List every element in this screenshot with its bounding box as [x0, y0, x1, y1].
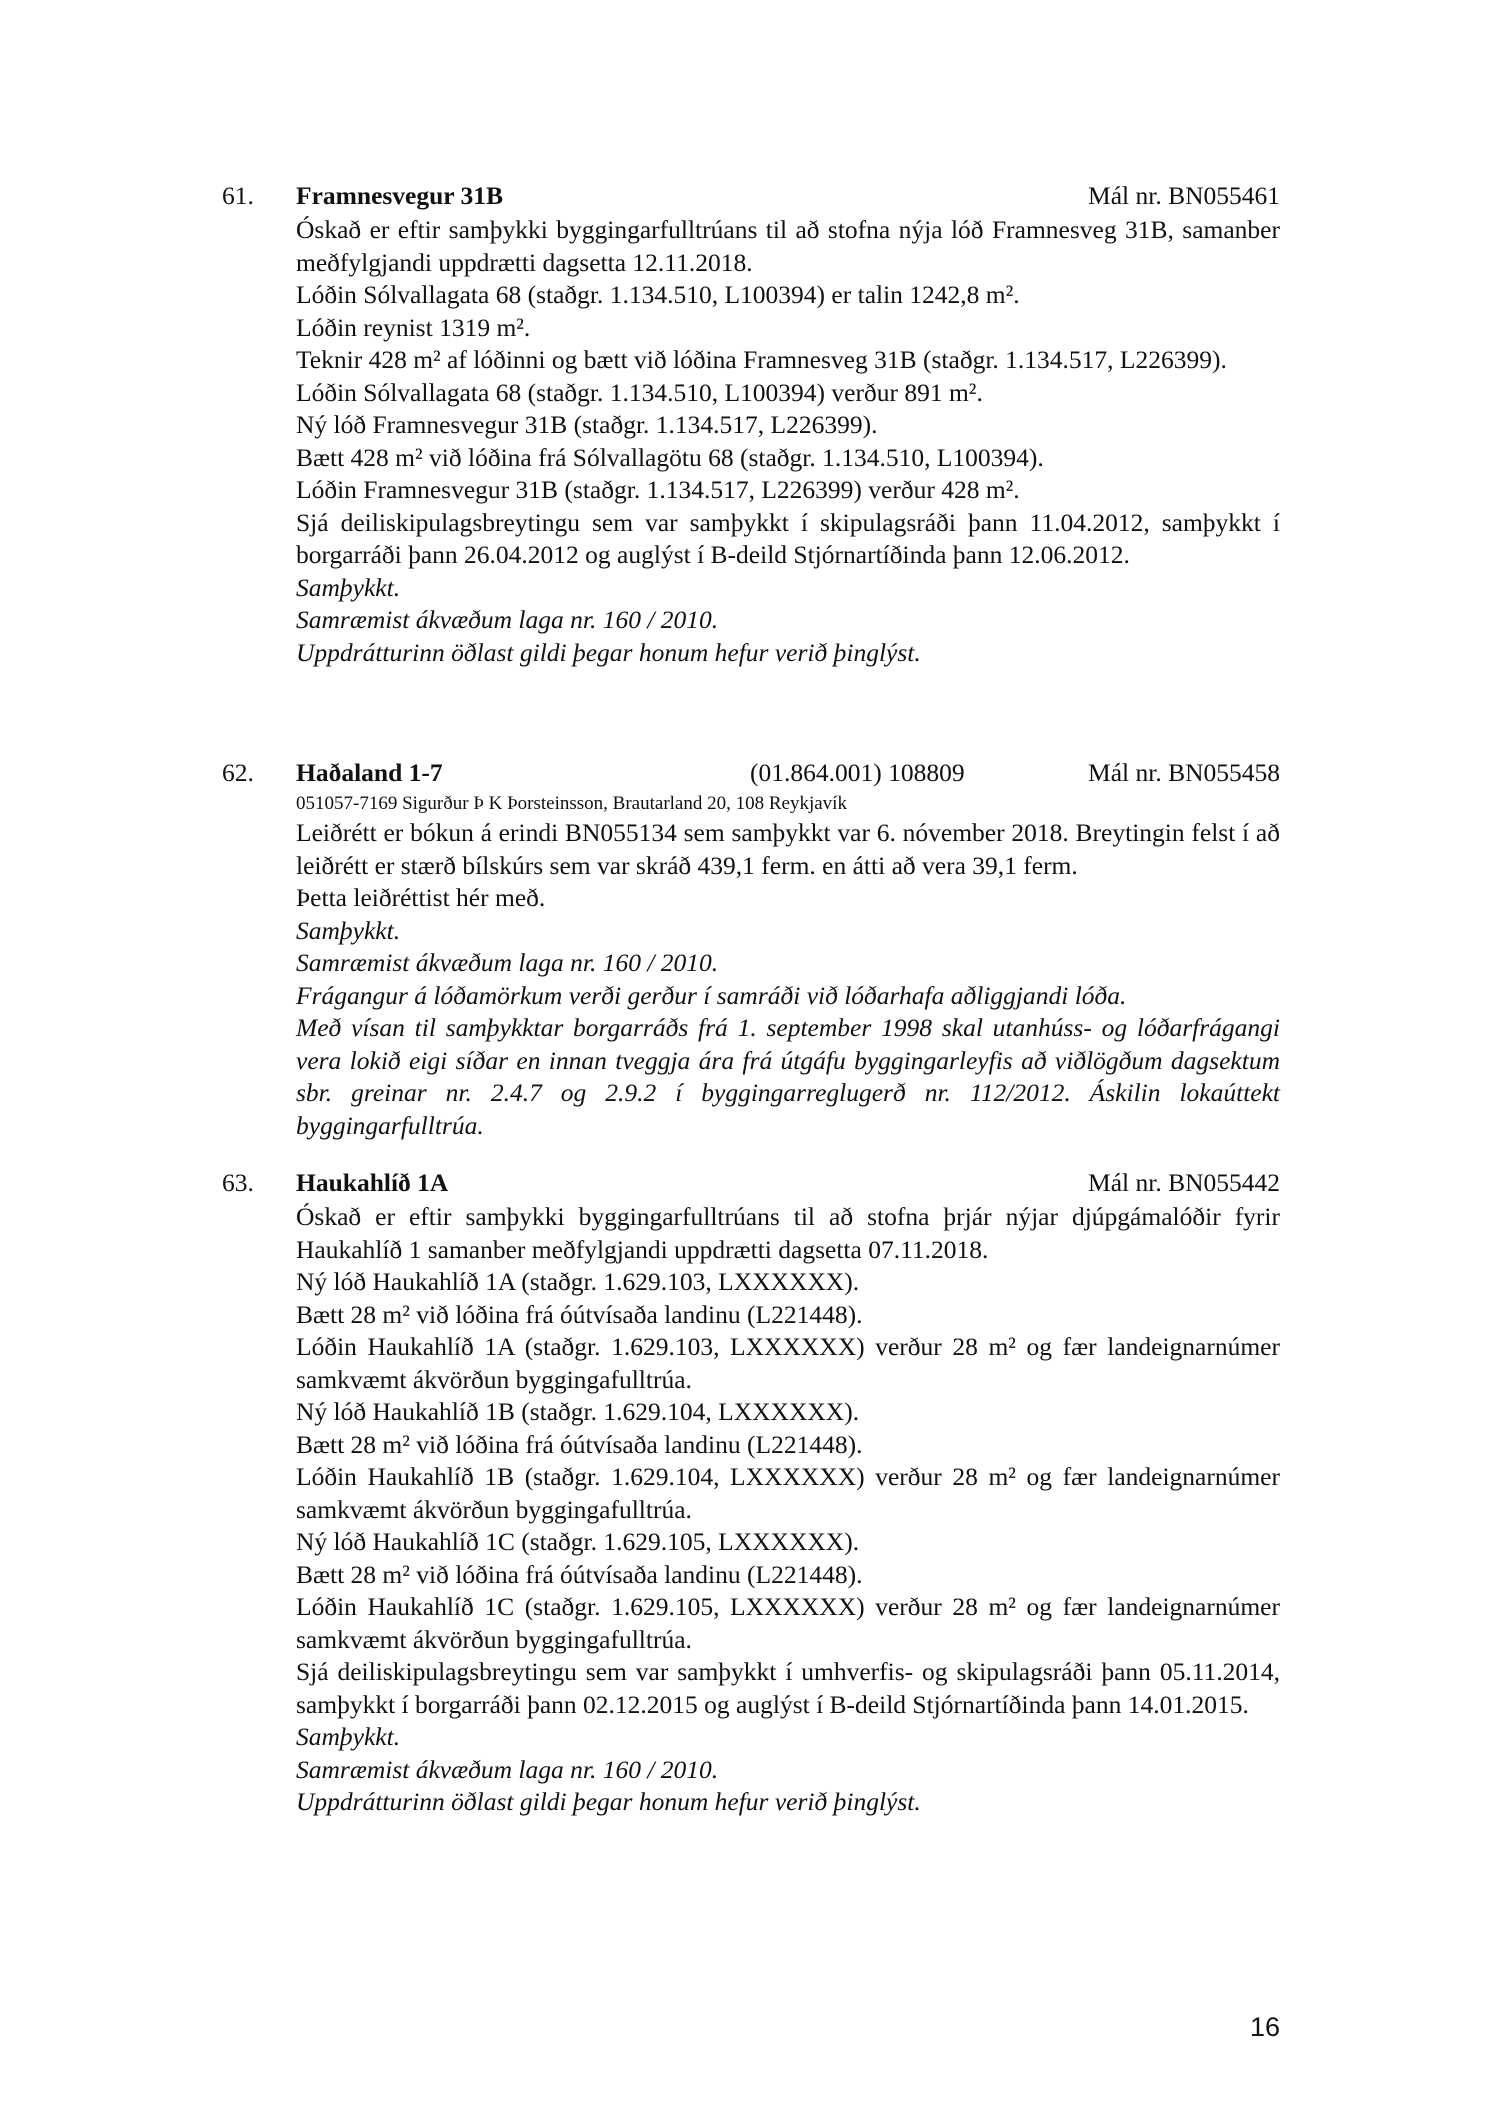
paragraph: Lóðin Haukahlíð 1A (staðgr. 1.629.103, LXXXXXX) verður 28 m² og fær landeignarnúmer samkvæmt ákvörðun byggingafulltrúa.: [296, 1332, 1280, 1394]
decision-line: Frágangur á lóðamörkum verði gerður í samráði við lóðarhafa aðliggjandi lóða.: [296, 980, 1127, 1010]
paragraph: Lóðin Haukahlíð 1C (staðgr. 1.629.105, LXXXXXX) verður 28 m² og fær landeignarnúmer samkvæmt ákvörðun byggingafulltrúa.: [296, 1592, 1280, 1654]
item-body: [296, 214, 1280, 669]
agenda-item-62: [222, 757, 1280, 1142]
item-number: 61.: [222, 181, 254, 210]
item-body: [296, 791, 1280, 1142]
paragraph: Lóðin reynist 1319 m².: [296, 312, 531, 342]
item-header: [222, 757, 1280, 791]
paragraph: Sjá deiliskipulagsbreytingu sem var samþykkt í skipulagsráði þann 11.04.2012, samþykkt í borgarráði þann 26.04.2012 og auglýst í B-deild Stjórnartíðinda þann 12.06.2012.: [296, 507, 1280, 569]
paragraph: Bætt 428 m² við lóðina frá Sólvallagötu 68 (staðgr. 1.134.510, L100394).: [296, 442, 1044, 472]
paragraph: Ný lóð Framnesvegur 31B (staðgr. 1.134.517, L226399).: [296, 410, 878, 439]
decision-line: Samþykkt.: [296, 1722, 401, 1751]
paragraph: Ný lóð Haukahlíð 1B (staðgr. 1.629.104, LXXXXXX).: [296, 1397, 860, 1426]
paragraph: Lóðin Haukahlíð 1B (staðgr. 1.629.104, LXXXXXX) verður 28 m² og fær landeignarnúmer samkvæmt ákvörðun byggingafulltrúa.: [296, 1462, 1280, 1524]
paragraph: Lóðin Framnesvegur 31B (staðgr. 1.134.517, L226399) verður 428 m².: [296, 475, 1020, 504]
item-body: [296, 1201, 1280, 1819]
paragraph: Lóðin Sólvallagata 68 (staðgr. 1.134.510, L100394) er talin 1242,8 m².: [296, 280, 1020, 309]
paragraph: Sjá deiliskipulagsbreytingu sem var samþykkt í umhverfis- og skipulagsráði þann 05.11.2014, samþykkt í borgarráði þann 02.12.2015 og auglýst í B-deild Stjórnartíðinda þann 14.01.2015.: [296, 1657, 1280, 1719]
item-header: [222, 180, 1280, 214]
page-number: 16: [1250, 2012, 1281, 2042]
item-title: Haukahlíð 1A: [296, 1168, 449, 1197]
paragraph: Bætt 28 m² við lóðina frá óútvísaða landinu (L221448).: [296, 1429, 863, 1459]
item-title: Haðaland 1-7: [296, 758, 443, 787]
decision-line: Samþykkt.: [296, 572, 401, 602]
paragraph: Óskað er eftir samþykki byggingarfulltrúans til að stofna nýja lóð Framnesveg 31B, samanber meðfylgjandi uppdrætti dagsetta 12.11.2018.: [296, 215, 1280, 277]
paragraph: Óskað er eftir samþykki byggingarfulltrúans til að stofna þrjár nýjar djúpgámalóðir fyrir Haukahlíð 1 samanber meðfylgjandi uppdrætti dagsetta 07.11.2018.: [296, 1202, 1280, 1264]
decision-line: Uppdrátturinn öðlast gildi þegar honum hefur verið þinglýst.: [296, 637, 921, 667]
decision-line: Samþykkt.: [296, 915, 401, 945]
agenda-item-61: [222, 180, 1280, 669]
applicant: 051057-7169 Sigurður Þ K Þorsteinsson, Brautarland 20, 108 Reykjavík: [296, 793, 847, 814]
item-title: Framnesvegur 31B: [296, 181, 504, 210]
paragraph: Ný lóð Haukahlíð 1A (staðgr. 1.629.103, LXXXXXX).: [296, 1267, 860, 1296]
case-number: Mál nr. BN055461: [1088, 181, 1280, 210]
paragraph: Ný lóð Haukahlíð 1C (staðgr. 1.629.105, LXXXXXX).: [296, 1527, 860, 1556]
decision-line: Samræmist ákvæðum laga nr. 160 / 2010.: [296, 1754, 719, 1784]
decision-line: Uppdrátturinn öðlast gildi þegar honum hefur verið þinglýst.: [296, 1787, 921, 1816]
paragraph: Þetta leiðréttist hér með.: [296, 883, 546, 912]
land-number: (01.864.001) 108809: [750, 758, 965, 787]
item-number: 62.: [222, 758, 254, 787]
case-number: Mál nr. BN055442: [1088, 1168, 1280, 1197]
paragraph: Lóðin Sólvallagata 68 (staðgr. 1.134.510, L100394) verður 891 m².: [296, 377, 983, 407]
item-number: 63.: [222, 1168, 254, 1197]
decision-line: Með vísan til samþykktar borgarráðs frá 1. september 1998 skal utanhúss- og lóðarfrágangi vera lokið eigi síðar en innan tveggja ára frá útgáfu byggingarleyfis að viðlögðum dagsektum sbr. greinar nr. 2.4.7 og 2.9.2 í byggingarreglugerð nr. 112/2012. Áskilin lokaúttekt byggingarfulltrúa.: [296, 1013, 1280, 1140]
decision-line: Samræmist ákvæðum laga nr. 160 / 2010.: [296, 605, 719, 634]
paragraph: Teknir 428 m² af lóðinni og bætt við lóðina Framnesveg 31B (staðgr. 1.134.517, L226399).: [296, 345, 1227, 374]
paragraph: Leiðrétt er bókun á erindi BN055134 sem samþykkt var 6. nóvember 2018. Breytingin felst í að leiðrétt er stærð bílskúrs sem var skráð 439,1 ferm. en átti að vera 39,1 ferm.: [296, 818, 1280, 880]
case-number: Mál nr. BN055458: [1088, 758, 1280, 787]
paragraph: Bætt 28 m² við lóðina frá óútvísaða landinu (L221448).: [296, 1299, 863, 1329]
decision-line: Samræmist ákvæðum laga nr. 160 / 2010.: [296, 948, 719, 977]
paragraph: Bætt 28 m² við lóðina frá óútvísaða landinu (L221448).: [296, 1559, 863, 1589]
agenda-item-63: [222, 1167, 1280, 1819]
item-header: [222, 1167, 1280, 1201]
